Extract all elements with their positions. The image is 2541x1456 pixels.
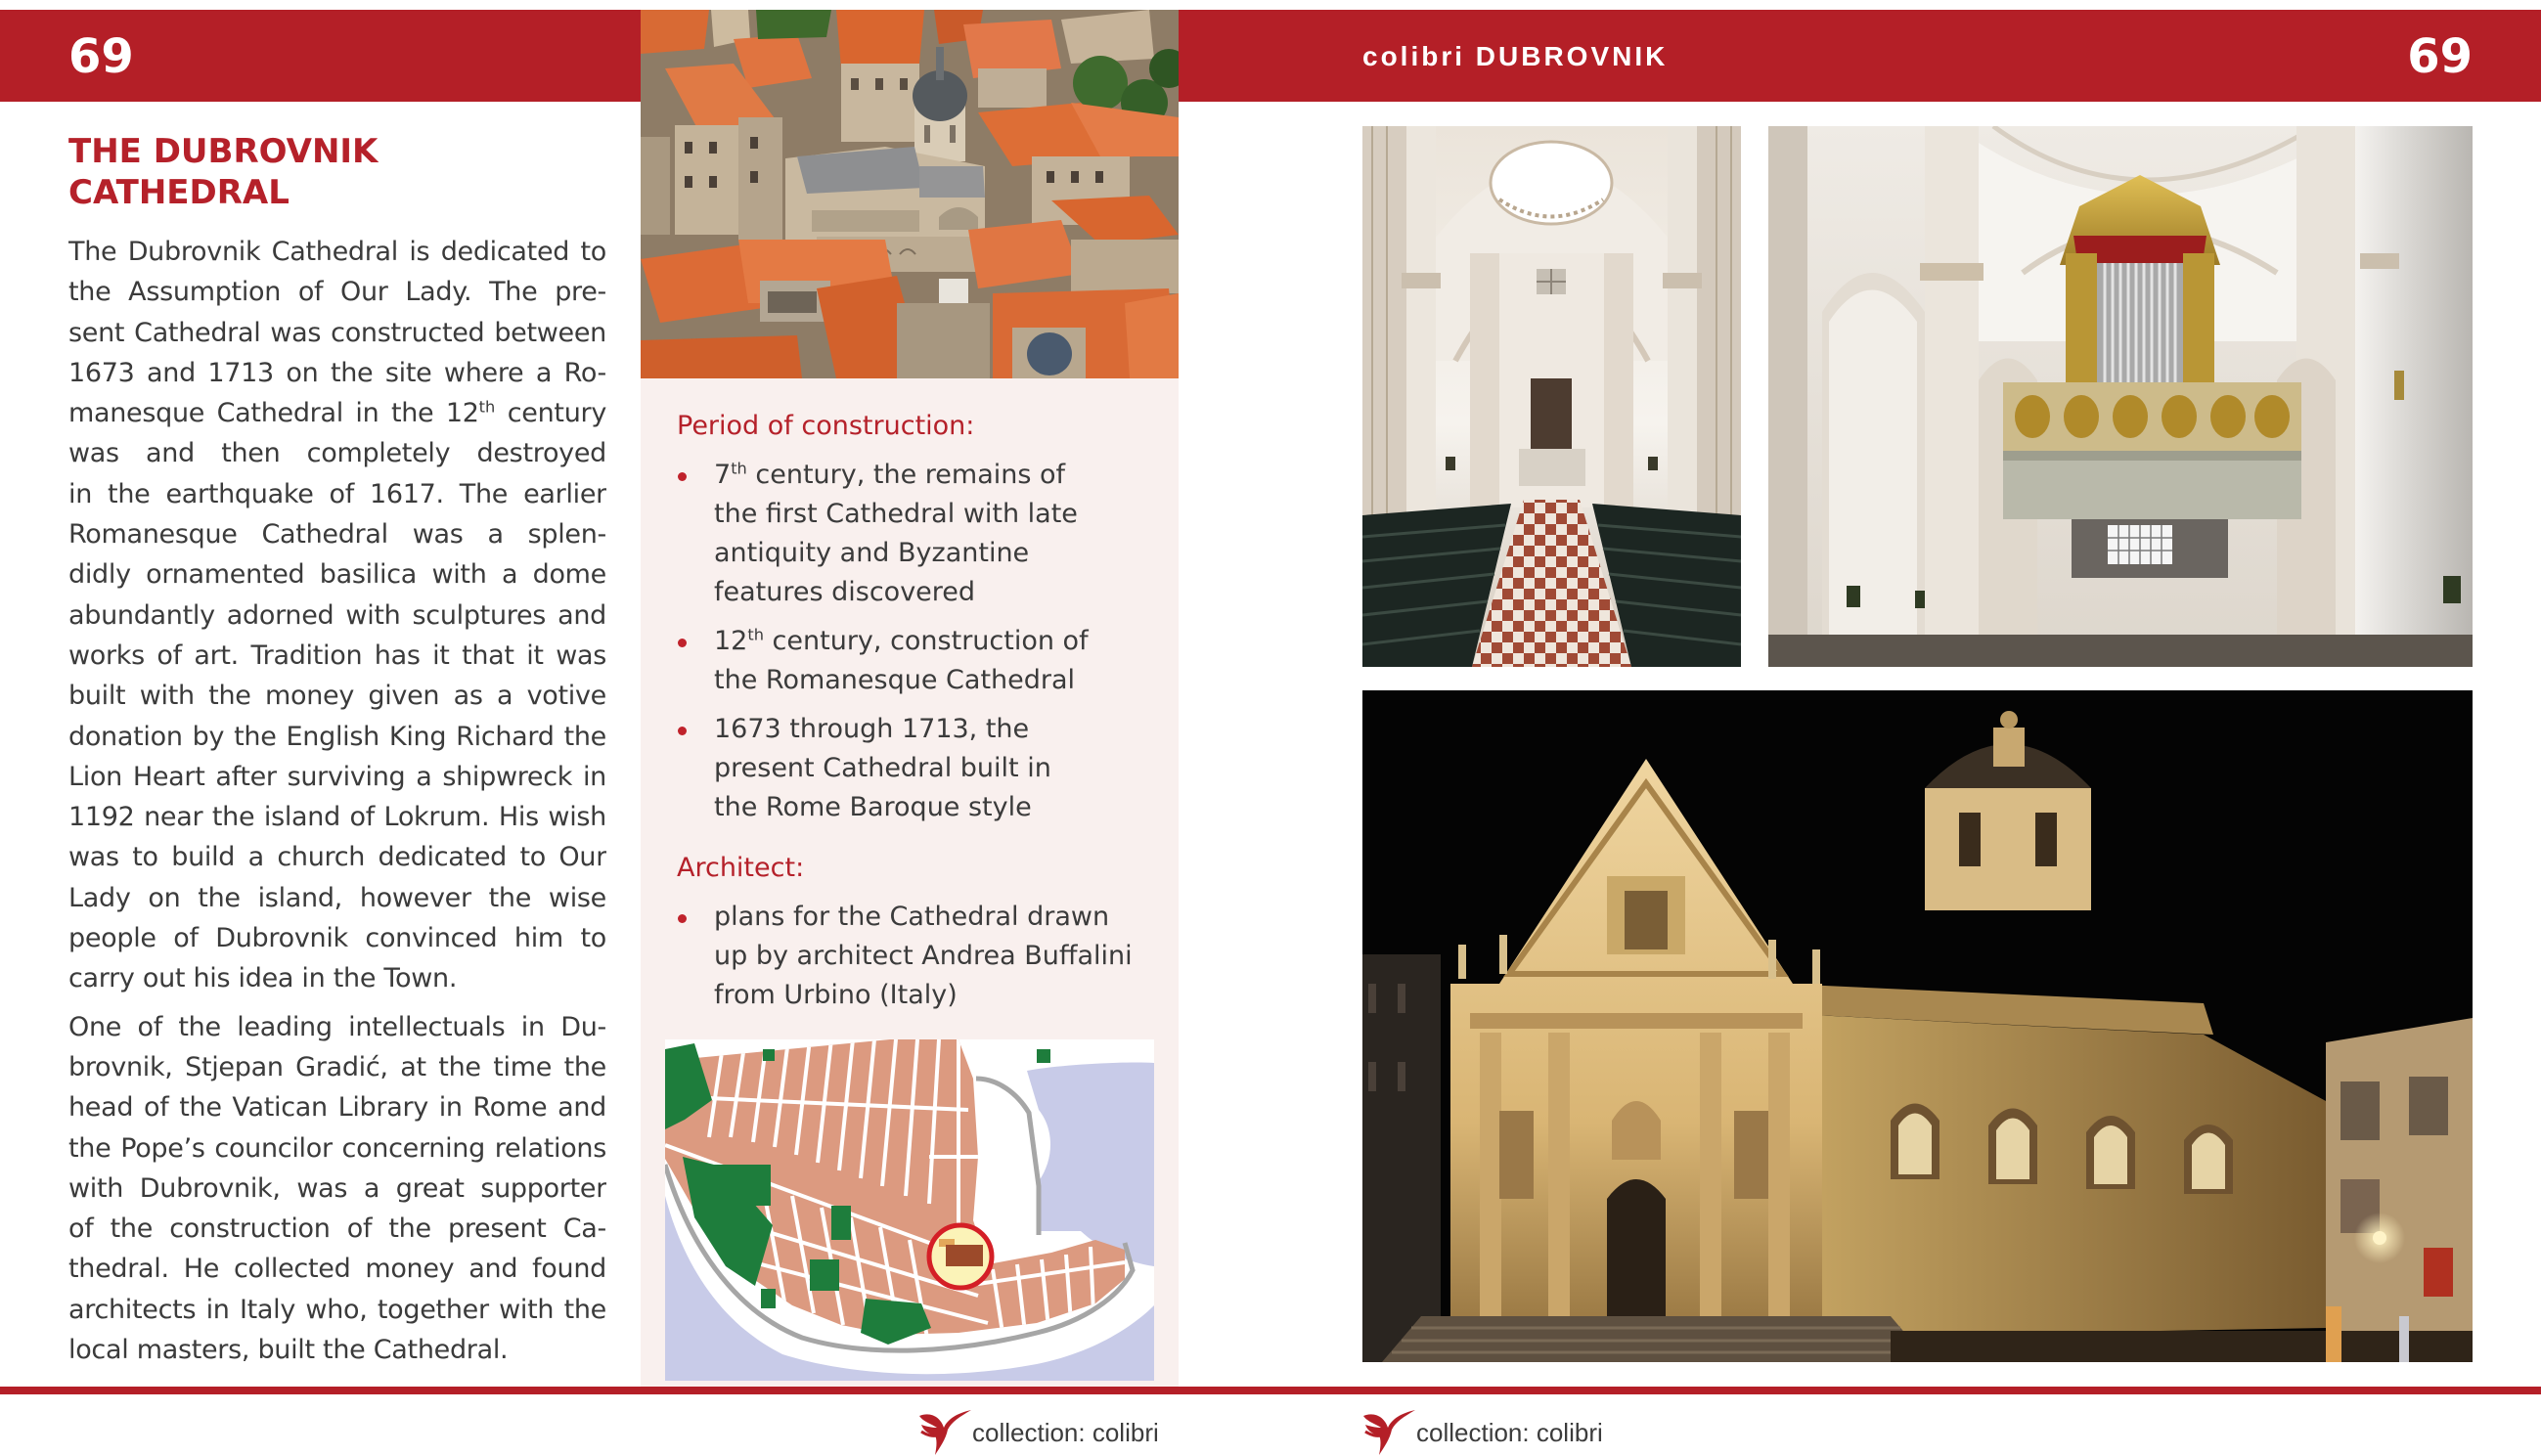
info-section	[677, 849, 1166, 1015]
picture-detail	[2003, 451, 2301, 519]
picture-detail	[919, 166, 985, 198]
paragraph-line	[68, 514, 606, 554]
picture-detail	[1480, 1033, 1501, 1326]
line-text: the Assumption of Our Lady. The pre-	[68, 277, 606, 308]
picture-detail	[2113, 395, 2148, 438]
paragraph-line	[68, 636, 606, 676]
line-text: 12	[714, 626, 748, 656]
picture-detail	[2399, 1316, 2409, 1362]
line-text: sent Cathedral was constructed between	[68, 317, 606, 348]
picture-detail	[768, 291, 817, 313]
bullet-line	[714, 573, 1166, 612]
line-text: local masters, built the Cathedral.	[68, 1335, 509, 1366]
picture-detail	[1648, 457, 1658, 470]
bullet-line	[714, 788, 1166, 827]
footer-collection-label: collection: colibri	[972, 1418, 1159, 1447]
paragraph-line	[68, 1330, 606, 1370]
picture-detail	[2035, 813, 2057, 866]
picture-detail	[810, 1259, 839, 1291]
picture-detail	[1898, 1114, 1932, 1175]
info-box-content	[677, 407, 1166, 1015]
paragraph-line	[68, 313, 606, 353]
picture-detail	[1925, 126, 1979, 667]
picture-detail	[946, 1245, 983, 1266]
paragraph-line	[68, 353, 606, 393]
superscript-ordinal: th	[731, 459, 747, 478]
line-text: century	[495, 398, 606, 429]
picture-detail	[2000, 711, 2018, 728]
line-text: the first Cathedral with late	[714, 499, 1078, 529]
picture-detail	[1125, 293, 1179, 378]
paragraph-line	[68, 1087, 606, 1127]
paragraph-line	[68, 393, 606, 433]
paragraph-line	[68, 232, 606, 272]
picture-detail	[2162, 395, 2197, 438]
line-text: didly ornamented basilica with a dome	[68, 559, 606, 591]
line-text: the Rome Baroque style	[714, 792, 1032, 822]
picture-detail	[1768, 1033, 1790, 1326]
picture-detail	[1773, 1013, 2326, 1338]
bullet-line	[714, 976, 1166, 1015]
picture-detail	[1470, 1013, 1803, 1029]
line-text: plans for the Cathedral drawn	[714, 902, 1110, 932]
article-title	[68, 131, 616, 213]
paragraph-line	[68, 474, 606, 514]
line-text: antiquity and Byzantine	[714, 538, 1030, 568]
bullet-icon	[678, 914, 687, 923]
line-text: manesque Cathedral in the 12	[68, 398, 479, 429]
picture-detail	[2394, 371, 2404, 400]
town-map-image	[665, 1039, 1154, 1381]
picture-detail	[2424, 1248, 2453, 1297]
picture-detail	[2340, 1081, 2380, 1140]
picture-detail	[1768, 940, 1776, 979]
picture-detail	[2003, 451, 2301, 461]
article-paragraph	[68, 1007, 606, 1371]
paragraph-line	[68, 1209, 606, 1249]
picture-detail	[1363, 1410, 1415, 1455]
picture-detail	[1531, 378, 1572, 449]
line-text: was to build a church dedicated to Our	[68, 842, 606, 873]
paragraph-line	[68, 717, 606, 757]
left-page-number: 69	[68, 29, 134, 84]
line-text: was and then completely destroyed	[68, 438, 606, 469]
hummingbird-logo-icon	[917, 1408, 972, 1455]
paragraph-line	[68, 797, 606, 837]
right-page-number: 69	[2407, 29, 2473, 84]
picture-detail	[1458, 945, 1466, 979]
picture-detail	[919, 1410, 971, 1455]
town-map	[665, 1039, 1154, 1381]
footer-rule	[0, 1387, 2541, 1394]
picture-detail	[2066, 253, 2097, 382]
picture-detail	[1920, 263, 1984, 281]
picture-detail	[831, 1206, 851, 1240]
picture-detail	[1734, 1111, 1768, 1199]
picture-detail	[2326, 1306, 2341, 1362]
picture-detail	[1925, 788, 2091, 910]
line-text: brovnik, Stjepan Gradić, at the time the	[68, 1051, 606, 1082]
line-text: built with the money given as a votive	[68, 681, 606, 712]
picture-detail	[851, 78, 859, 90]
line-text: head of the Vatican Library in Rome and	[68, 1092, 606, 1124]
line-text: Lady on the island, however the wise	[68, 882, 606, 913]
paragraph-line	[68, 837, 606, 877]
line-text: architects in Italy who, together with the	[68, 1294, 606, 1325]
picture-detail	[1700, 1033, 1721, 1326]
picture-detail	[812, 210, 919, 232]
bullet-icon	[678, 639, 687, 647]
picture-detail	[750, 137, 758, 149]
article-paragraph	[68, 232, 606, 999]
picture-detail	[841, 64, 919, 142]
bullet-line	[714, 937, 1166, 976]
line-text: present Cathedral built in	[714, 753, 1051, 783]
paragraph-line	[68, 958, 606, 998]
picture-detail	[2192, 1133, 2225, 1190]
info-section-heading: Architect:	[677, 853, 805, 883]
picture-detail	[936, 47, 944, 80]
line-text: 1673 and 1713 on the site where a Ro-	[68, 357, 606, 388]
picture-detail	[1027, 332, 1072, 375]
picture-detail	[2210, 395, 2246, 438]
article-title-line: THE DUBROVNIK	[68, 132, 379, 171]
bullet-line	[714, 898, 1166, 937]
footer-collection-label: collection: colibri	[1416, 1418, 1603, 1447]
picture-detail	[2360, 253, 2399, 269]
picture-detail	[1071, 240, 1179, 293]
picture-detail	[2064, 395, 2099, 438]
picture-detail	[1993, 728, 2025, 767]
picture-detail	[1768, 635, 2473, 667]
line-text: abundantly adorned with sculptures and	[68, 599, 606, 631]
line-text: features discovered	[714, 577, 976, 607]
paragraph-line	[68, 1047, 606, 1087]
picture-detail	[1037, 1049, 1050, 1063]
bullet-icon	[678, 472, 687, 481]
picture-detail	[1499, 935, 1507, 974]
picture-detail	[897, 303, 990, 378]
bullet-line	[714, 495, 1166, 534]
bullet-item	[677, 456, 1166, 612]
article-title-line: CATHEDRAL	[68, 173, 290, 212]
picture-detail	[714, 1165, 771, 1206]
cathedral-organ-photo	[1768, 126, 2473, 667]
hummingbird-logo-icon	[1361, 1408, 1416, 1455]
picture-detail	[1891, 1331, 2473, 1362]
paragraph-line	[68, 1007, 606, 1047]
line-text: with Dubrovnik, was a great supporter	[68, 1172, 606, 1204]
picture-detail	[738, 117, 782, 240]
line-text: 1673 through 1713, the	[714, 714, 1030, 744]
picture-detail	[2015, 395, 2050, 438]
picture-detail	[1548, 1033, 1570, 1326]
picture-detail	[1446, 457, 1455, 470]
cathedral-nave-photo	[1362, 126, 1741, 667]
info-section	[677, 407, 1166, 827]
superscript-ordinal: th	[478, 397, 496, 417]
aerial-photo	[641, 10, 1179, 378]
paragraph-line	[68, 596, 606, 636]
picture-detail	[1768, 126, 1807, 667]
line-text: donation by the English King Richard the	[68, 721, 606, 752]
picture-detail	[2254, 395, 2290, 438]
picture-detail	[2097, 263, 2183, 382]
paragraph-line	[68, 1249, 606, 1289]
line-text: works of art. Tradition has it that it was	[68, 640, 606, 671]
paragraph-line	[68, 918, 606, 958]
bullet-item	[677, 898, 1166, 1015]
picture-detail	[1071, 171, 1079, 183]
running-title: colibri DUBROVNIK	[1362, 41, 1669, 71]
picture-detail	[1625, 891, 1668, 949]
picture-detail	[709, 142, 717, 154]
line-text: the Romanesque Cathedral	[714, 665, 1076, 695]
paragraph-line	[68, 757, 606, 797]
picture-detail	[685, 176, 692, 188]
picture-detail	[950, 125, 956, 143]
picture-detail	[924, 125, 930, 143]
line-text: century, construction of	[763, 626, 1089, 656]
picture-detail	[641, 10, 709, 54]
picture-detail	[750, 171, 758, 183]
picture-detail	[1812, 949, 1820, 984]
picture-detail	[1470, 253, 1499, 507]
picture-detail	[685, 142, 692, 154]
line-text: the Pope’s councilor concerning relations	[68, 1132, 606, 1164]
line-text: The Dubrovnik Cathedral is dedicated to	[68, 237, 606, 267]
paragraph-line	[68, 1128, 606, 1169]
paragraph-line	[68, 433, 606, 473]
picture-detail	[641, 335, 802, 378]
picture-detail	[978, 68, 1047, 108]
bullet-icon	[678, 727, 687, 735]
picture-detail	[1362, 954, 1441, 1362]
picture-detail	[763, 1049, 775, 1061]
bullet-line	[714, 534, 1166, 573]
line-text: 7	[714, 460, 732, 490]
bullet-item	[677, 622, 1166, 700]
picture-detail	[836, 10, 924, 68]
cathedral-organ-image	[1768, 126, 2473, 667]
bullet-line	[714, 749, 1166, 788]
paragraph-line	[68, 554, 606, 595]
line-text: Romanesque Cathedral was a splen-	[68, 519, 606, 551]
bullet-line	[714, 661, 1166, 700]
line-text: carry out his idea in the Town.	[68, 963, 458, 994]
bullet-line	[714, 622, 1166, 661]
cathedral-night-image	[1362, 690, 2473, 1362]
picture-detail	[1073, 56, 1128, 110]
bullet-line	[714, 710, 1166, 749]
line-text: 1192 near the island of Lokrum. His wish	[68, 802, 606, 833]
line-text: thedral. He collected money and found	[68, 1254, 606, 1285]
line-text: up by architect Andrea Buffalini	[714, 941, 1133, 971]
picture-detail	[641, 137, 670, 235]
paragraph-line	[68, 1169, 606, 1209]
article-body	[68, 232, 606, 1370]
line-text: from Urbino (Italy)	[714, 980, 958, 1010]
picture-detail	[1499, 1111, 1534, 1199]
picture-detail	[1915, 591, 1925, 608]
line-text: in the earthquake of 1617. The earlier	[68, 478, 606, 509]
picture-detail	[1663, 273, 1702, 288]
picture-detail	[709, 176, 717, 188]
paragraph-line	[68, 272, 606, 312]
cathedral-nave-image	[1362, 126, 1741, 667]
picture-detail	[2443, 576, 2461, 603]
aerial-photo-image	[641, 10, 1179, 378]
picture-detail	[1402, 273, 1441, 288]
cathedral-night-photo	[1362, 690, 2473, 1362]
picture-detail	[2373, 1231, 2386, 1245]
bullet-item	[677, 710, 1166, 827]
picture-detail	[1047, 171, 1054, 183]
paragraph-line	[68, 878, 606, 918]
picture-detail	[1095, 171, 1103, 183]
picture-detail	[756, 10, 831, 39]
picture-detail	[875, 78, 883, 90]
superscript-ordinal: th	[747, 625, 764, 644]
bullet-line	[714, 456, 1166, 495]
paragraph-line	[68, 1290, 606, 1330]
picture-detail	[2409, 1077, 2448, 1135]
paragraph-line	[68, 676, 606, 716]
picture-detail	[1847, 586, 1860, 607]
line-text: century, the remains of	[746, 460, 1066, 490]
picture-detail	[1959, 813, 1981, 866]
info-section-heading: Period of construction:	[677, 411, 975, 441]
picture-detail	[1829, 290, 1917, 668]
line-text: One of the leading intellectuals in Du-	[68, 1011, 606, 1042]
picture-detail	[761, 1289, 776, 1308]
line-text: people of Dubrovnik convinced him to	[68, 923, 606, 954]
picture-detail	[1519, 449, 1585, 486]
picture-detail	[1996, 1119, 2029, 1180]
picture-detail	[1607, 1179, 1666, 1316]
picture-detail	[2183, 253, 2214, 382]
picture-detail	[2094, 1125, 2127, 1184]
line-text: Lion Heart after surviving a shipwreck in	[68, 761, 606, 792]
picture-detail	[1604, 253, 1633, 507]
picture-detail	[900, 78, 908, 90]
line-text: of the construction of the present Ca-	[68, 1213, 606, 1245]
